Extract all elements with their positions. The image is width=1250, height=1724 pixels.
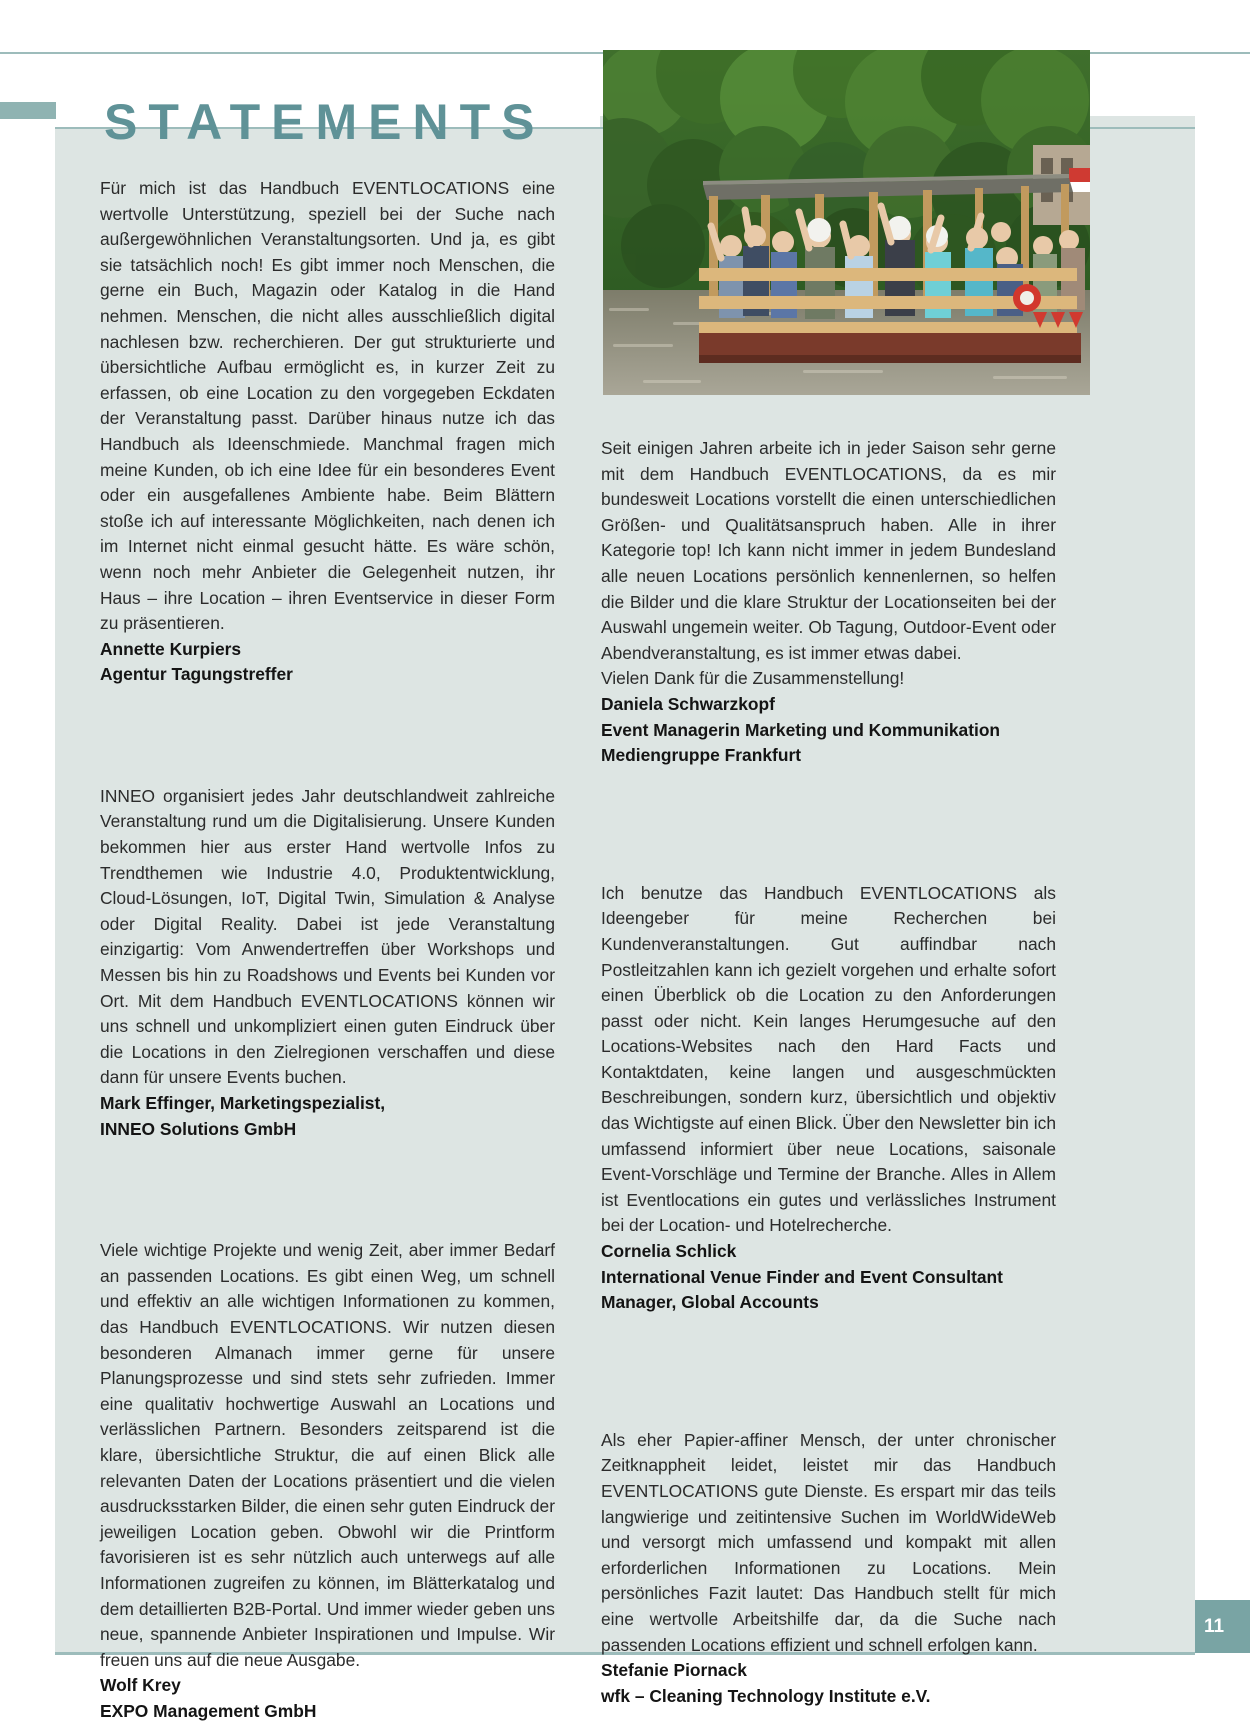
statement-author-org: Mediengruppe Frankfurt [601, 745, 802, 766]
statement-author-org: EXPO Management GmbH [100, 1700, 317, 1721]
statement-body: Für mich ist das Handbuch EVENTLOCATIONS eine wertvolle Unterstützung, speziell bei der Suche nach außergewöhnlichen Veranstaltungsorten. Und ja, es gibt sie tatsächlich noch! Es gibt immer noch Menschen, die gerne ein Buch, Magazin oder Katalog in die Hand nehmen. Menschen, die nicht alles ausschließlich digital nachlesen bzw. recherchieren. Der gut strukturierte und übersichtliche Aufbau ermöglicht es, in kurzer Zeit zu erfassen, ob eine Location zu den vorgegeben Eckdaten der Veranstaltung passt. Darüber hinaus nutze ich das Handbuch als Ideenschmiede. Manchmal fragen mich meine Kunden, ob ich eine Idee für ein besonderes Event oder ein ausgefallenes Ambiente habe. Beim Blättern stoße ich auf interessante Möglichkeiten, nach denen ich im Internet nicht einmal gesucht hätte. Es wäre schön, wenn noch mehr Anbieter die Gelegenheit nutzen, ihr Haus – ihre Location – ihren Eventservice in dieser Form zu präsentieren. [100, 178, 555, 634]
statement-body: Seit einigen Jahren arbeite ich in jeder Saison sehr gerne mit dem Handbuch EVENTLOCATIONS, da es mir bundesweit Locations vorstellt die einen unterschiedlichen Größen- und Qualitätsanspruch haben. Alle in ihrer Kategorie top! Ich kann nicht immer in jedem Bundesland alle neuen Locations persönlich kennenlernen, so helfen die Bilder und die klare Struktur der Locationseiten bei der Auswahl ungemein weiter. Ob Tagung, Outdoor-Event oder Abendveranstaltung, es ist immer etwas dabei. [601, 438, 1056, 663]
statement-author-name: Stefanie Piornack [601, 1660, 747, 1681]
statement-wolf-krey [100, 1238, 555, 1724]
column-spacer [601, 769, 1056, 881]
statement-author-role: International Venue Finder and Event Consultant [601, 1266, 1003, 1287]
boat-photo-illustration [603, 50, 1090, 395]
left-column [100, 176, 555, 1724]
statement-cornelia-schlick [601, 881, 1056, 1316]
page-number-badge: 11 [1195, 1600, 1250, 1653]
statement-annette-kurpiers [100, 176, 555, 688]
statement-mark-effinger [100, 784, 555, 1142]
statement-author-role: Event Managerin Marketing und Kommunikation [601, 719, 1001, 740]
statement-daniela-schwarzkopf [601, 436, 1056, 769]
header-photo [603, 50, 1090, 395]
statement-author-org: Manager, Global Accounts [601, 1292, 819, 1313]
statement-author-name: Daniela Schwarzkopf [601, 693, 775, 714]
column-spacer [100, 688, 555, 784]
page-title: STATEMENTS [104, 93, 546, 150]
statement-author-org: INNEO Solutions GmbH [100, 1118, 297, 1139]
statement-author-name: Cornelia Schlick [601, 1241, 737, 1262]
statement-author-name: Mark Effinger, Marketingspezialist, [100, 1093, 386, 1113]
statement-body: Viele wichtige Projekte und wenig Zeit, aber immer Bedarf an passenden Locations. Es gibt einen Weg, um schnell und effektiv an alle wichtigen Informationen zu kommen, das Handbuch EVENTLOCATIONS. Wir nutzen diesen besonderen Almanach immer gerne für unsere Planungsprozesse und sind stets sehr zufrieden. Immer eine qualitativ hochwertige Auswahl an Locations und verlässlichen Partnern. Besonders zeitsparend ist die klare, übersichtliche Struktur, die auf einen Blick alle relevanten Daten der Locations präsentiert und die vielen ausdrucksstarken Bilder, die einen sehr guten Eindruck der jeweiligen Location geben. Obwohl wir die Printform favorisieren ist es sehr nützlich auch unterwegs auf alle Informationen zugreifen zu können, im Blätterkatalog und dem detaillierten B2B-Portal. Und immer wieder geben uns neue, spannende Anbieter Inspirationen und Impulse. Wir freuen uns auf die neue Ausgabe. [100, 1240, 555, 1670]
statement-author-name: Annette Kurpiers [100, 638, 242, 659]
column-spacer [601, 1316, 1056, 1428]
statement-body: Ich benutze das Handbuch EVENTLOCATIONS als Ideengeber für meine Recherchen bei Kundenveranstaltungen. Gut auffindbar nach Postleitzahlen kann ich gezielt vorgehen und erhalte sofort einen Überblick ob die Location zu den Anforderungen passt oder nicht. Kein langes Herumgesuche auf den Locations-Websites nach den Hard Facts und Kontaktdaten, keine langen und ausgeschmückten Beschreibungen, sondern kurz, übersichtlich und objektiv das Wichtigste auf einen Blick. Über den Newsletter bin ich umfassend informiert über neue Locations, saisonale Event-Vorschläge und Termine der Branche. Alles in Allem ist Eventlocations ein gutes und verlässliches Instrument bei der Location- und Hotelrecherche. [601, 882, 1056, 1236]
right-column [601, 436, 1056, 1709]
statement-author-org: Agentur Tagungstreffer [100, 664, 293, 685]
header-corner-tab [0, 102, 56, 119]
statement-body: Als eher Papier-affiner Mensch, der unter chronischer Zeitknappheit leidet, leistet mir das Handbuch EVENTLOCATIONS gute Dienste. Es erspart mir das teils langwierige und zeitintensive Suchen im WorldWideWeb und versorgt mich umfassend und kompakt mit allen erforderlichen Informationen zu Locations. Mein persönliches Fazit lautet: Das Handbuch stellt für mich eine wertvolle Arbeitshilfe dar, da die Suche nach passenden Locations effizient und schnell erfolgen kann. [601, 1429, 1056, 1655]
statement-body: INNEO organisiert jedes Jahr deutschlandweit zahlreiche Veranstaltung rund um die Digitalisierung. Unsere Kunden bekommen hier aus erster Hand wertvolle Infos zu Trendthemen wie Industrie 4.0, Produktentwicklung, Cloud-Lösungen, IoT, Digital Twin, Simulation & Analyse oder Digital Reality. Dabei ist jede Veranstaltung einzigartig: Vom Anwendertreffen über Workshops und Messen bis hin zu Roadshows und Events bei Kunden vor Ort. Mit dem Handbuch EVENTLOCATIONS können wir uns schnell und unkompliziert einen guten Eindruck über die Locations in den Zielregionen verschaffen und diese dann für unsere Events buchen. [100, 785, 555, 1088]
statement-body-closing: Vielen Dank für die Zusammenstellung! [601, 668, 905, 689]
column-spacer [100, 1142, 555, 1238]
statement-author-name: Wolf Krey [100, 1675, 181, 1696]
statement-stefanie-piornack [601, 1428, 1056, 1710]
statement-author-org: wfk – Cleaning Technology Institute e.V. [601, 1685, 931, 1706]
